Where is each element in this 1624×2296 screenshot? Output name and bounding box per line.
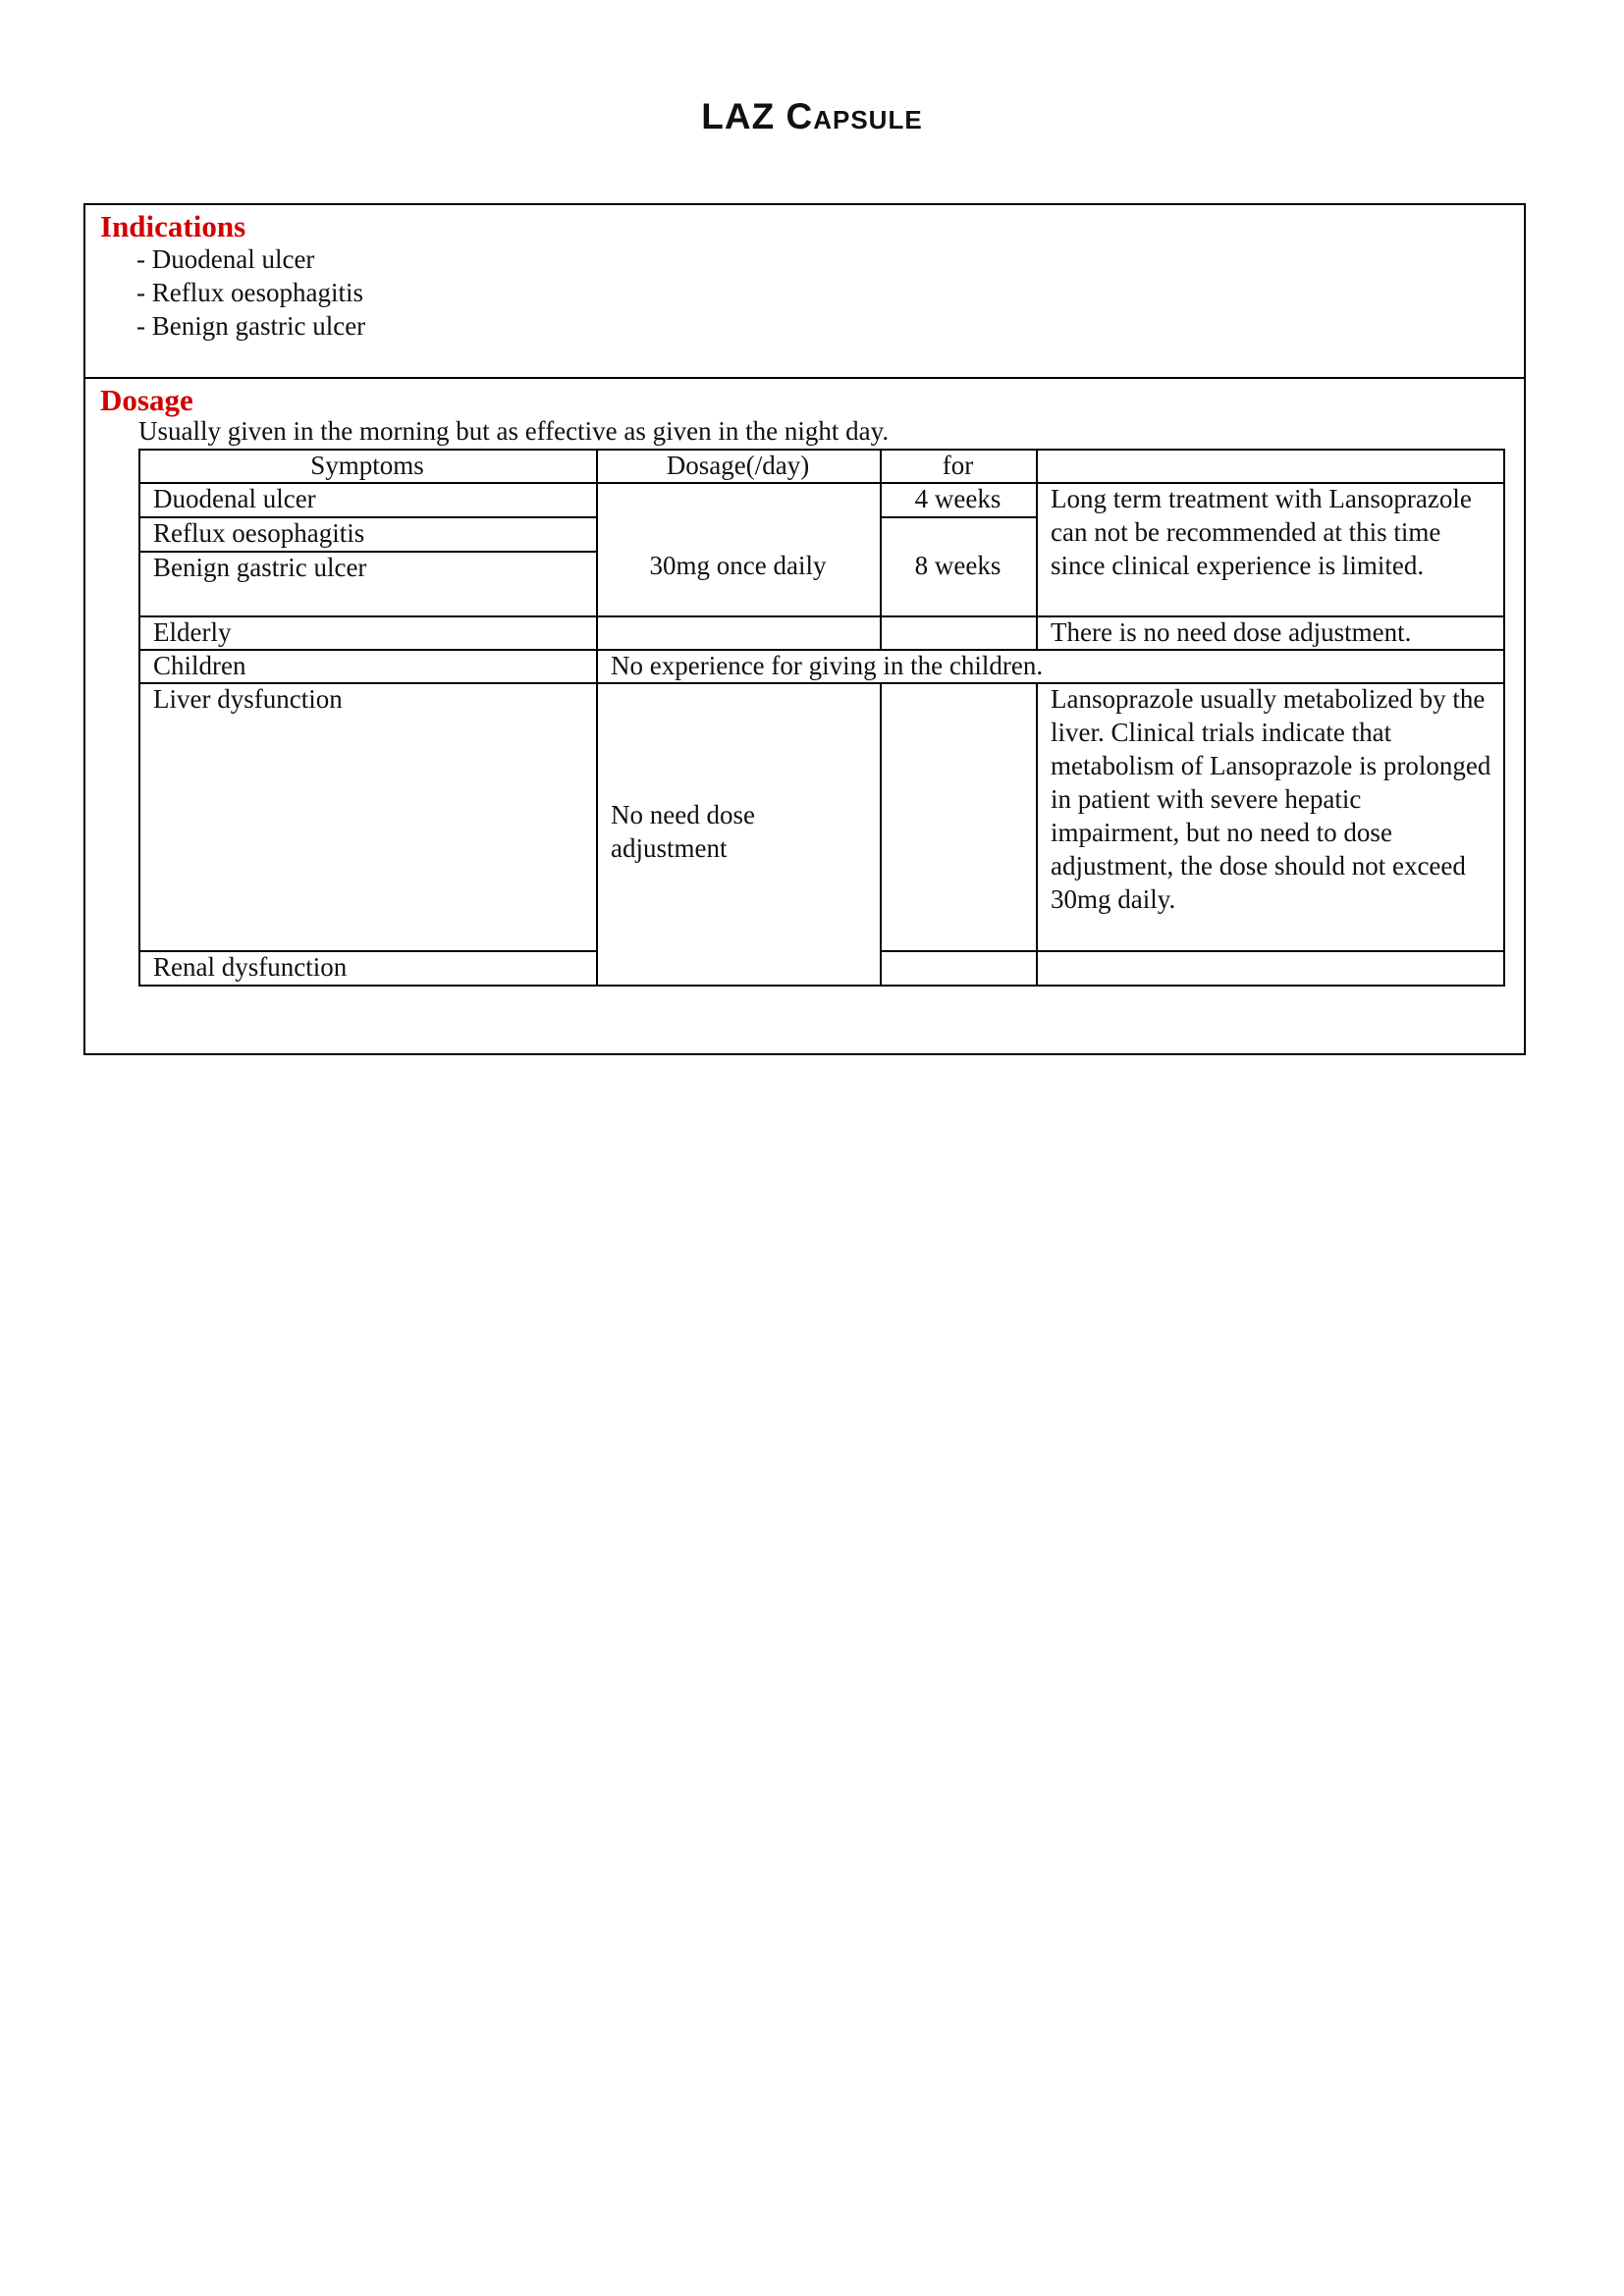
header-symptoms: Symptoms — [310, 451, 424, 480]
header-for: for — [942, 451, 974, 480]
duration-8-weeks: 8 weeks — [914, 551, 1001, 580]
section-divider — [85, 377, 1524, 379]
table-border — [138, 985, 1505, 987]
dosage-table — [138, 449, 1505, 987]
note-liver: Lansoprazole usually metabolized by the liver. Clinical trials indicate that metabolism of Lansoprazole is prolonged in patient with severe hepatic impairment, but no need to dose adjustment, the dose should not exceed 30mg daily. — [1051, 684, 1491, 914]
note-elderly: There is no need dose adjustment. — [1051, 617, 1412, 647]
symptom-duodenal-ulcer: Duodenal ulcer — [153, 484, 316, 513]
symptom-liver-dysfunction: Liver dysfunction — [153, 684, 343, 714]
note-ulcer: Long term treatment with Lansoprazole can not be recommended at this time since clinical experience is limited. — [1051, 484, 1472, 580]
header-dosage: Dosage(/day) — [666, 451, 810, 480]
symptom-elderly: Elderly — [153, 617, 232, 647]
content-box — [83, 203, 1526, 1055]
dosage-intro: Usually given in the morning but as effective as given in the night day. — [138, 416, 890, 446]
table-rule — [880, 950, 1505, 952]
symptom-children: Children — [153, 651, 246, 680]
duration-4-weeks: 4 weeks — [914, 484, 1001, 513]
table-rule — [596, 449, 598, 987]
dose-liver: No need dose adjustment — [611, 800, 755, 863]
dose-ulcer: 30mg once daily — [649, 551, 827, 580]
list-item: - Reflux oesophagitis — [136, 278, 363, 307]
table-rule — [880, 516, 1036, 518]
children-note: No experience for giving in the children. — [611, 651, 1044, 680]
symptom-reflux-oesophagitis: Reflux oesophagitis — [153, 518, 365, 548]
list-item: - Benign gastric ulcer — [136, 311, 366, 341]
page-title: LAZ Capsule — [701, 96, 923, 136]
list-item: - Duodenal ulcer — [136, 244, 315, 274]
dosage-heading: Dosage — [100, 383, 193, 417]
indications-list — [136, 242, 365, 343]
symptom-benign-gastric-ulcer: Benign gastric ulcer — [153, 553, 367, 582]
symptom-renal-dysfunction: Renal dysfunction — [153, 952, 348, 982]
table-rule — [880, 682, 882, 987]
indications-heading: Indications — [100, 209, 246, 243]
